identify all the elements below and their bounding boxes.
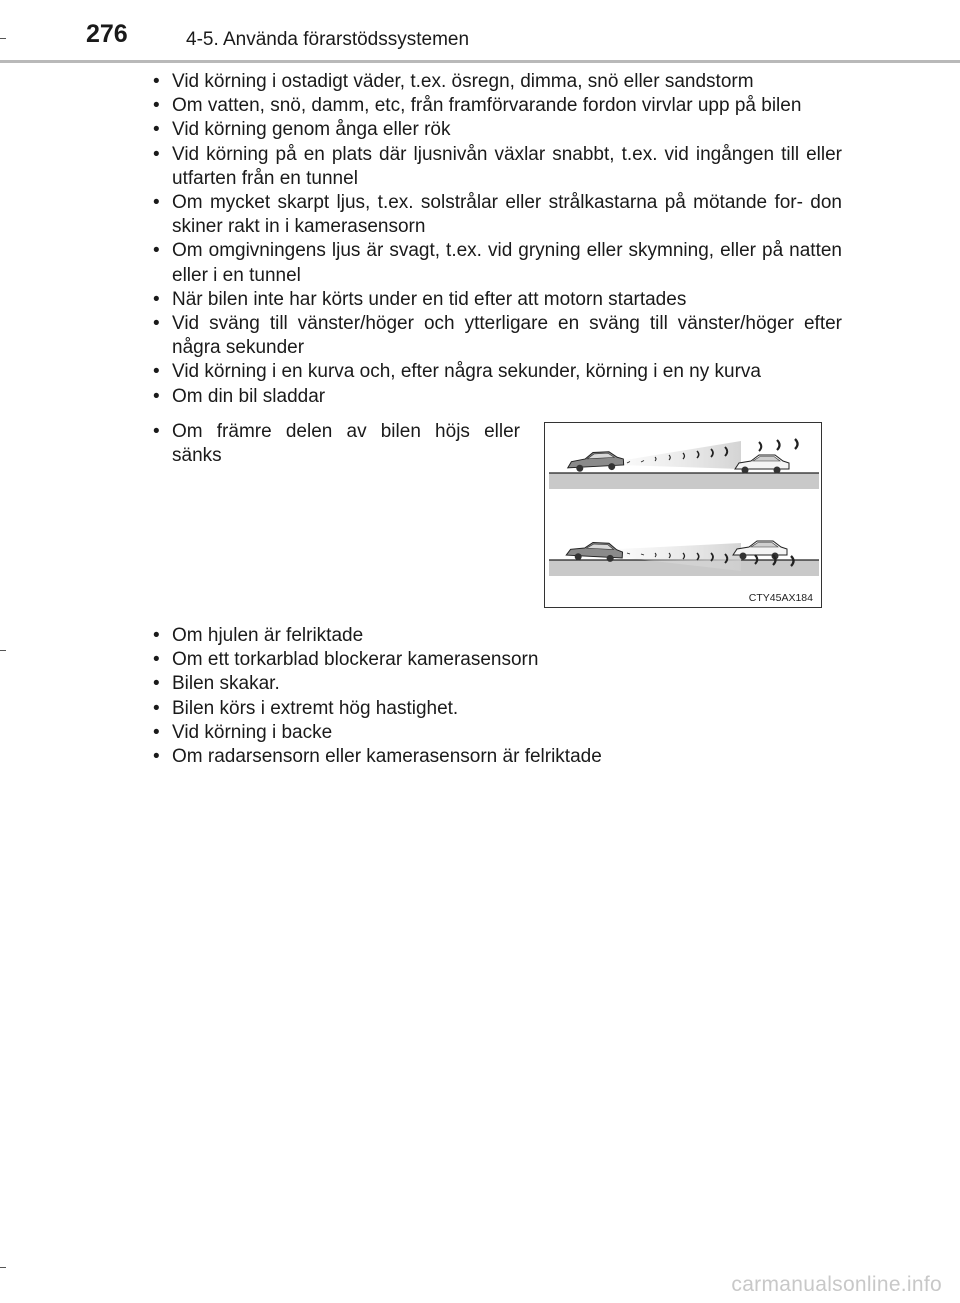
bullet-dot: • bbox=[153, 192, 160, 214]
section-title: 4-5. Använda förarstödssystemen bbox=[186, 29, 470, 50]
bullet-item bbox=[150, 288, 842, 312]
bullet-text: Bilen körs i extremt hög hastighet. bbox=[172, 697, 459, 719]
page-number: 276 bbox=[86, 20, 128, 48]
crop-mark bbox=[0, 38, 6, 39]
bullet-text: Om hjulen är felriktade bbox=[172, 625, 364, 646]
bullet-dot: • bbox=[153, 119, 160, 141]
condition-list-bottom bbox=[150, 624, 842, 769]
ego-car-top-icon bbox=[567, 451, 624, 472]
bullet-dot: • bbox=[153, 385, 160, 407]
bullet-dot: • bbox=[153, 697, 160, 719]
figure-code: CTY45AX184 bbox=[748, 592, 813, 604]
bullet-dot: • bbox=[153, 95, 160, 117]
bullet-item bbox=[150, 624, 842, 648]
bullet-text: Om omgivningens ljus är svagt, t.ex. vid gryning eller skymning, eller på natten eller i en tunnel bbox=[172, 240, 842, 286]
bullet-item bbox=[150, 721, 842, 745]
bullet-item bbox=[150, 312, 842, 360]
bullet-dot: • bbox=[153, 240, 160, 262]
bullet-dot: • bbox=[153, 361, 160, 383]
condition-list-top bbox=[150, 70, 842, 409]
sensor-beam-top bbox=[619, 441, 741, 469]
bullet-text: Om vatten, snö, damm, etc, från framförvarande fordon virvlar upp på bilen bbox=[172, 95, 802, 117]
bullet-item bbox=[150, 745, 842, 769]
bullet-dot: • bbox=[153, 746, 160, 768]
bullet-dot: • bbox=[153, 288, 160, 310]
bullet-text: Vid körning genom ånga eller rök bbox=[172, 119, 451, 141]
bullet-item bbox=[150, 672, 842, 696]
car-sensor-pitch-illustration bbox=[545, 423, 821, 607]
watermark-logo: carmanualsonline.info bbox=[731, 1273, 942, 1296]
bullet-item bbox=[150, 143, 842, 191]
bullet-dot: • bbox=[153, 721, 160, 743]
bullet-item bbox=[150, 697, 842, 721]
bullet-item bbox=[150, 118, 842, 142]
bullet-item bbox=[150, 420, 520, 468]
bullet-dot: • bbox=[153, 625, 160, 646]
bullet-item bbox=[150, 360, 842, 384]
bullet-item bbox=[150, 94, 842, 118]
bullet-text: Vid körning i en kurva och, efter några sekunder, körning i en ny kurva bbox=[172, 361, 761, 383]
lead-car-top-icon bbox=[735, 455, 789, 474]
bullet-text: Om ett torkarblad blockerar kamerasensorn bbox=[172, 649, 539, 671]
crop-mark bbox=[0, 1267, 6, 1268]
bullet-text: När bilen inte har körts under en tid efter att motorn startades bbox=[172, 288, 687, 310]
bullet-text: Om radarsensorn eller kamerasensorn är felriktade bbox=[172, 746, 602, 768]
header-divider bbox=[0, 60, 960, 63]
bullet-dot: • bbox=[153, 673, 160, 695]
bullet-text: Vid körning i backe bbox=[172, 721, 333, 743]
bullet-item bbox=[150, 70, 842, 94]
bullet-item bbox=[150, 239, 842, 287]
bullet-dot: • bbox=[153, 421, 160, 442]
ego-car-bottom-icon bbox=[566, 541, 623, 562]
bullet-text: Om din bil sladdar bbox=[172, 385, 326, 407]
bullet-text: Om mycket skarpt ljus, t.ex. solstrålar eller strålkastarna på mötande for- don skiner rakt in i kamerasensorn bbox=[172, 192, 842, 238]
bullet-text: Om främre delen av bilen höjs eller sänks bbox=[172, 421, 520, 467]
bullet-dot: • bbox=[153, 143, 160, 165]
bullet-item bbox=[150, 648, 842, 672]
condition-list-figure-side bbox=[150, 420, 520, 468]
bullet-dot: • bbox=[153, 71, 160, 92]
bullet-text: Bilen skakar. bbox=[172, 673, 280, 695]
bullet-text: Vid sväng till vänster/höger och ytterligare en sväng till vänster/höger efter några sekunder bbox=[172, 313, 842, 359]
bullet-item bbox=[150, 385, 842, 409]
crop-mark bbox=[0, 650, 6, 651]
bullet-dot: • bbox=[153, 313, 160, 335]
bullet-dot: • bbox=[153, 649, 160, 671]
bullet-text: Vid körning i ostadigt väder, t.ex. ösregn, dimma, snö eller sandstorm bbox=[172, 71, 754, 92]
bullet-text: Vid körning på en plats där ljusnivån växlar snabbt, t.ex. vid ingången till eller utfarten från en tunnel bbox=[172, 143, 842, 189]
vehicle-pitch-figure bbox=[544, 422, 822, 608]
bullet-item bbox=[150, 191, 842, 239]
road-top bbox=[549, 473, 819, 489]
lead-car-bottom-icon bbox=[733, 541, 787, 560]
